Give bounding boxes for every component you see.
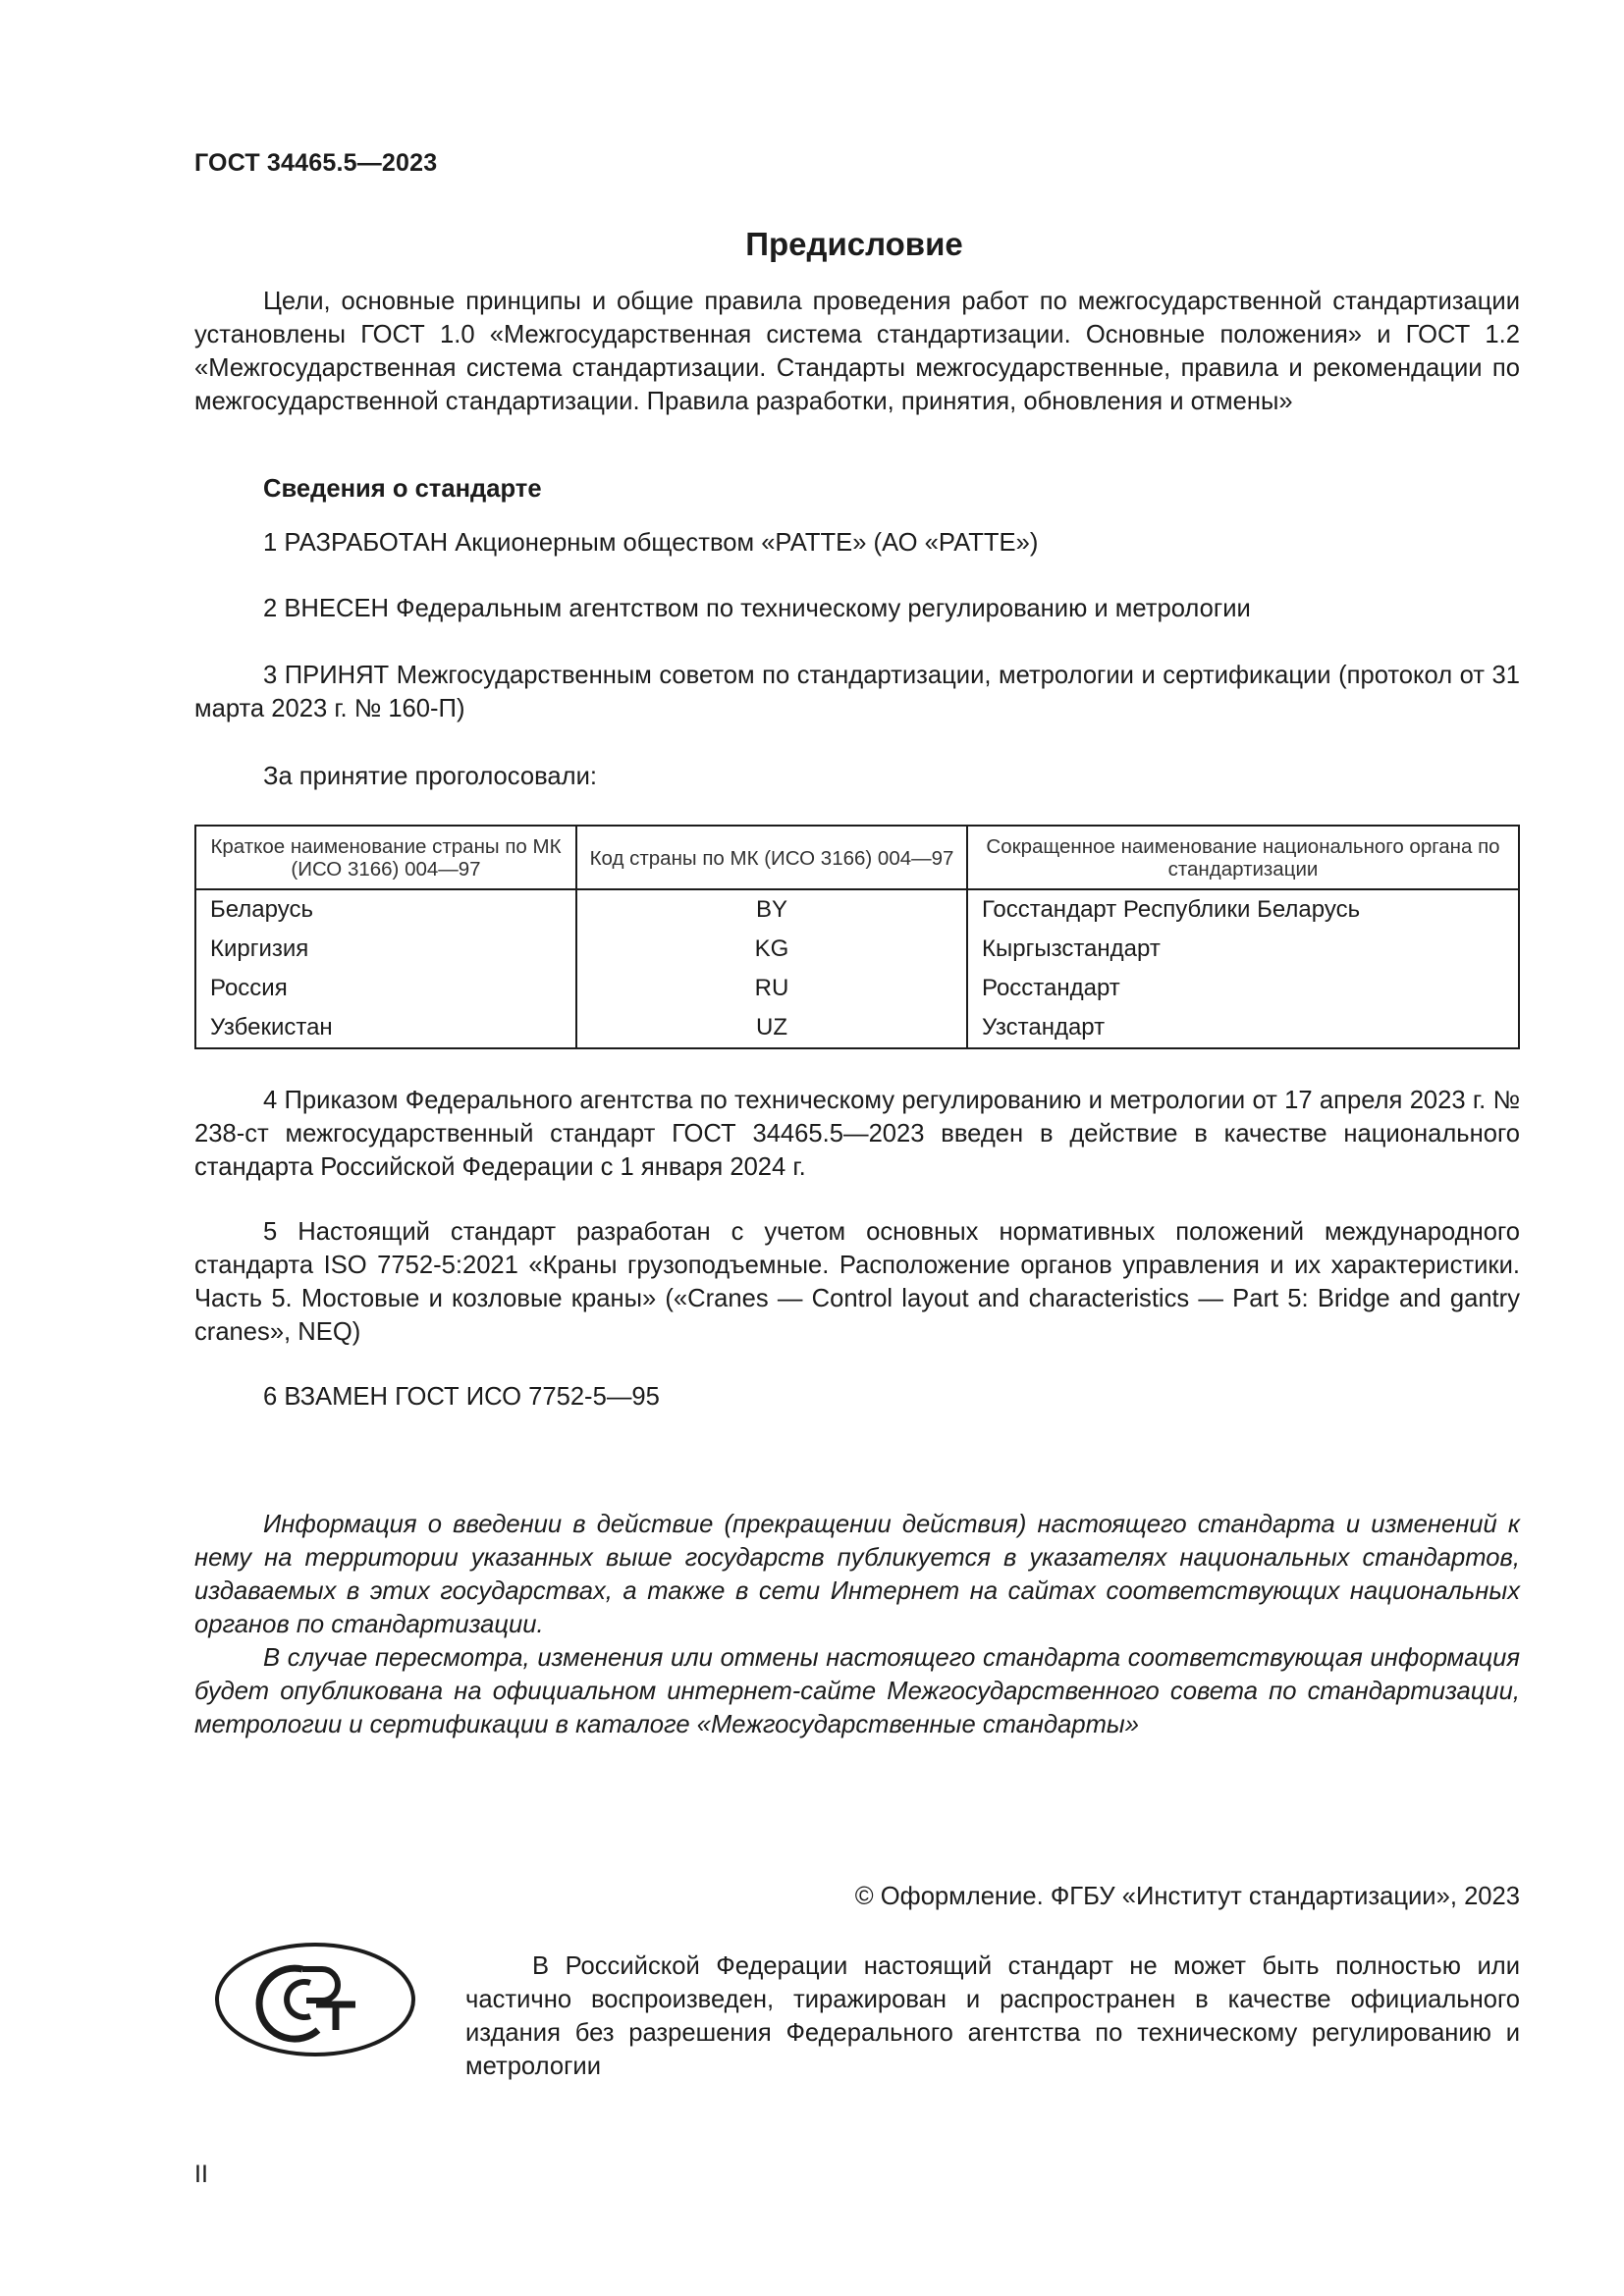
column-header-country: Краткое наименование страны по МК (ИСО 3166) 004—97: [195, 826, 576, 889]
page-number: II: [194, 2161, 208, 2188]
column-header-code: Код страны по МК (ИСО 3166) 004—97: [576, 826, 967, 889]
authority-cell: Узстандарт: [967, 1008, 1519, 1048]
code-cell: BY: [576, 889, 967, 930]
table-row: [195, 969, 1519, 1008]
authority-cell: Госстандарт Республики Беларусь: [967, 889, 1519, 930]
country-cell: Узбекистан: [195, 1008, 576, 1048]
table-row: [195, 1008, 1519, 1048]
item-2-introduced: 2 ВНЕСЕН Федеральным агентством по техническому регулированию и метрологии: [263, 595, 1251, 622]
item-6-replaces: 6 ВЗАМЕН ГОСТ ИСО 7752-5—95: [263, 1383, 660, 1411]
country-cell: Беларусь: [195, 889, 576, 930]
code-cell: KG: [576, 930, 967, 969]
notice-paragraph-2: В случае пересмотра, изменения или отмены настоящего стандарта соответствующая информация будет опубликована на официальном интернет-сайте Межгосударственного совета по стандартизации, метрологии и сертификации в каталоге «Межгосударственные стандарты»: [194, 1644, 1520, 1738]
country-cell: Россия: [195, 969, 576, 1008]
notice-paragraph-1: Информация о введении в действие (прекращении действия) настоящего стандарта и изменений к нему на территории указанных выше государств публикуется в указателях национальных стандартов, издаваемых в этих государствах, а также в сети Интернет на сайтах соответствующих национальных органов по стандартизации.: [194, 1511, 1520, 1638]
standard-info-heading: Сведения о стандарте: [263, 475, 542, 503]
pct-mark-icon: [212, 1940, 418, 2059]
code-cell: RU: [576, 969, 967, 1008]
page-title: Предисловие: [745, 226, 963, 262]
table-row: [195, 930, 1519, 969]
item-3-adopted: 3 ПРИНЯТ Межгосударственным советом по стандартизации, метрологии и сертификации (протокол от 31 марта 2023 г. № 160-П): [194, 662, 1520, 722]
copyright-line: © Оформление. ФГБУ «Институт стандартизации», 2023: [854, 1883, 1520, 1910]
voting-table: [194, 825, 1520, 1049]
rights-notice: В Российской Федерации настоящий стандарт не может быть полностью или частично воспроизведен, тиражирован и распространен в качестве официального издания без разрешения Федерального агентства по техническому регулированию и метрологии: [465, 1952, 1520, 2080]
intro-paragraph: Цели, основные принципы и общие правила проведения работ по межгосударственной стандартизации установлены ГОСТ 1.0 «Межгосударственная система стандартизации. Основные положения» и ГОСТ 1.2 «Межгосударственная система стандартизации. Стандарты межгосударственные, правила и рекомендации по межгосударственной стандартизации. Правила разработки, принятия, обновления и отмены»: [194, 288, 1520, 415]
voted-label: За принятие проголосовали:: [263, 763, 597, 790]
country-cell: Киргизия: [195, 930, 576, 969]
code-cell: UZ: [576, 1008, 967, 1048]
table-row: [195, 889, 1519, 930]
column-header-authority: Сокращенное наименование национального органа по стандартизации: [967, 826, 1519, 889]
authority-cell: Росстандарт: [967, 969, 1519, 1008]
item-4-order: 4 Приказом Федерального агентства по техническому регулированию и метрологии от 17 апреля 2023 г. № 238-ст межгосударственный стандарт ГОСТ 34465.5—2023 введен в действие в качестве национального стандарта Российской Федерации с 1 января 2024 г.: [194, 1087, 1520, 1181]
gost-certification-logo: [212, 1940, 418, 2064]
item-5-basis: 5 Настоящий стандарт разработан с учетом основных нормативных положений международного стандарта ISO 7752-5:2021 «Краны грузоподъемные. Расположение органов управления и их характеристики. Часть 5. Мостовые и козловые краны» («Cranes — Control layout and characteristics — Part 5: Bridge and gantry cranes», NEQ): [194, 1218, 1520, 1346]
table-header-row: [195, 826, 1519, 889]
authority-cell: Кыргызстандарт: [967, 930, 1519, 969]
standard-code: ГОСТ 34465.5—2023: [194, 149, 438, 177]
item-1-developed: 1 РАЗРАБОТАН Акционерным обществом «РАТТЕ» (АО «РАТТЕ»): [263, 529, 1039, 557]
